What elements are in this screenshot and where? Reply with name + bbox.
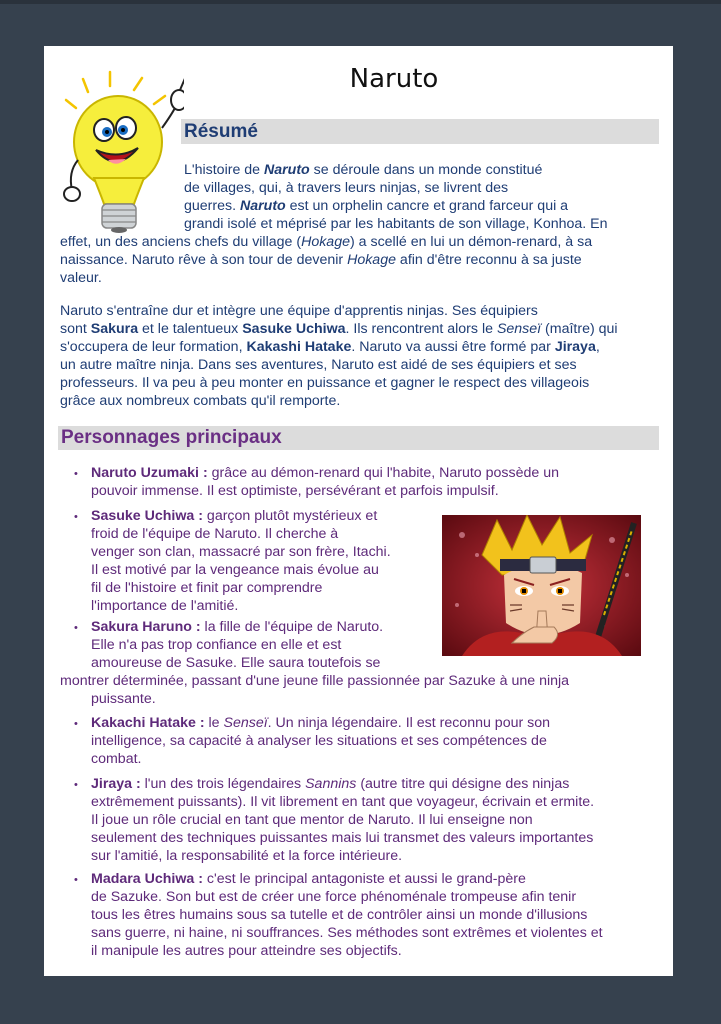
resume-line: grâce aux nombreux combats qu'il remporte.	[60, 393, 341, 409]
list-item-line: sur l'amitié, la responsabilité et la force intérieure.	[91, 848, 403, 864]
list-bullet: •	[74, 718, 78, 730]
list-item-line: l'importance de l'amitié.	[91, 598, 239, 614]
resume-line: sont Sakura et le talentueux Sasuke Uchiwa. Ils rencontrent alors le Senseï (maître) qui	[60, 321, 618, 337]
list-item-line: puissante.	[91, 691, 156, 707]
document-page	[44, 46, 673, 976]
list-item-line: Sasuke Uchiwa : garçon plutôt mystérieux et	[91, 508, 378, 524]
list-bullet: •	[74, 622, 78, 634]
list-item-line: sans guerre, ni haine, ni souffrances. Ses méthodes sont extrêmes et violentes et	[91, 925, 603, 941]
lightbulb-mascot-icon	[58, 64, 184, 234]
resume-line: naissance. Naruto rêve à son tour de devenir Hokage afin d'être reconnu à sa juste	[60, 252, 582, 268]
list-item-line: Sakura Haruno : la fille de l'équipe de Naruto.	[91, 619, 384, 635]
personnages-heading: Personnages principaux	[58, 426, 659, 450]
list-bullet: •	[74, 779, 78, 791]
resume-line: grandi isolé et méprisé par les habitants de son village, Konhoa. En	[184, 216, 608, 232]
list-item-line: amoureuse de Sasuke. Elle saura toutefois se	[91, 655, 381, 671]
resume-line: valeur.	[60, 270, 102, 286]
list-item-line: combat.	[91, 751, 142, 767]
resume-line: effet, un des anciens chefs du village (Hokage) a scellé en lui un démon-renard, à sa	[60, 234, 593, 250]
resume-line: de villages, qui, à travers leurs ninjas, se livrent des	[184, 180, 509, 196]
resume-line: professeurs. Il va peu à peu monter en puissance et gagner le respect des villageois	[60, 375, 590, 391]
resume-line: s'occupera de leur formation, Kakashi Hatake. Naruto va aussi être formé par Jiraya,	[60, 339, 600, 355]
list-item-line: Il joue un rôle crucial en tant que mentor de Naruto. Il lui enseigne non	[91, 812, 533, 828]
resume-heading: Résumé	[181, 119, 659, 144]
list-bullet: •	[74, 468, 78, 480]
list-item-line: Madara Uchiwa : c'est le principal antagoniste et aussi le grand-père	[91, 871, 526, 887]
list-item-line: Jiraya : l'un des trois légendaires Sannins (autre titre qui désigne des ninjas	[91, 776, 570, 792]
list-item-line: froid de l'équipe de Naruto. Il cherche à	[91, 526, 339, 542]
list-item-line: Il est motivé par la vengeance mais évolue au	[91, 562, 379, 578]
list-bullet: •	[74, 511, 78, 523]
resume-line: un autre maître ninja. Dans ses aventures, Naruto est aidé de ses équipiers et ses	[60, 357, 577, 373]
list-item-line: Elle n'a pas trop confiance en elle et est	[91, 637, 342, 653]
list-item-line: pouvoir immense. Il est optimiste, persévérant et parfois impulsif.	[91, 483, 499, 499]
page-title: Naruto	[349, 64, 439, 94]
top-strip	[0, 0, 721, 4]
list-item-line: montrer déterminée, passant d'une jeune fille passionnée par Sazuke à une ninja	[60, 673, 570, 689]
resume-line: Naruto s'entraîne dur et intègre une équipe d'apprentis ninjas. Ses équipiers	[60, 303, 538, 319]
resume-line: guerres. Naruto est un orphelin cancre et grand farceur qui a	[184, 198, 569, 214]
list-item-line: il manipule les autres pour atteindre ses objectifs.	[91, 943, 402, 959]
list-bullet: •	[74, 874, 78, 886]
list-item-line: Naruto Uzumaki : grâce au démon-renard qui l'habite, Naruto possède un	[91, 465, 559, 481]
list-item-line: venger son clan, massacré par son frère, Itachi.	[91, 544, 391, 560]
list-item-line: de Sazuke. Son but est de créer une force phénoménale trompeuse afin tenir	[91, 889, 577, 905]
list-item-line: tous les êtres humains sous sa tutelle et de contrôler ainsi un monde d'illusions	[91, 907, 588, 923]
list-item-line: Kakachi Hatake : le Senseï. Un ninja légendaire. Il est reconnu pour son	[91, 715, 551, 731]
naruto-portrait-image	[442, 515, 641, 656]
resume-line: L'histoire de Naruto se déroule dans un monde constitué	[184, 162, 543, 178]
list-item-line: intelligence, sa capacité à analyser les situations et ses compétences de	[91, 733, 547, 749]
list-item-line: extrêmement puissants). Il vit librement en tant que voyageur, écrivain et ermite.	[91, 794, 595, 810]
list-item-line: seulement des techniques puissantes mais lui transmet des valeurs importantes	[91, 830, 594, 846]
list-item-line: fil de l'histoire et finit par comprendre	[91, 580, 323, 596]
